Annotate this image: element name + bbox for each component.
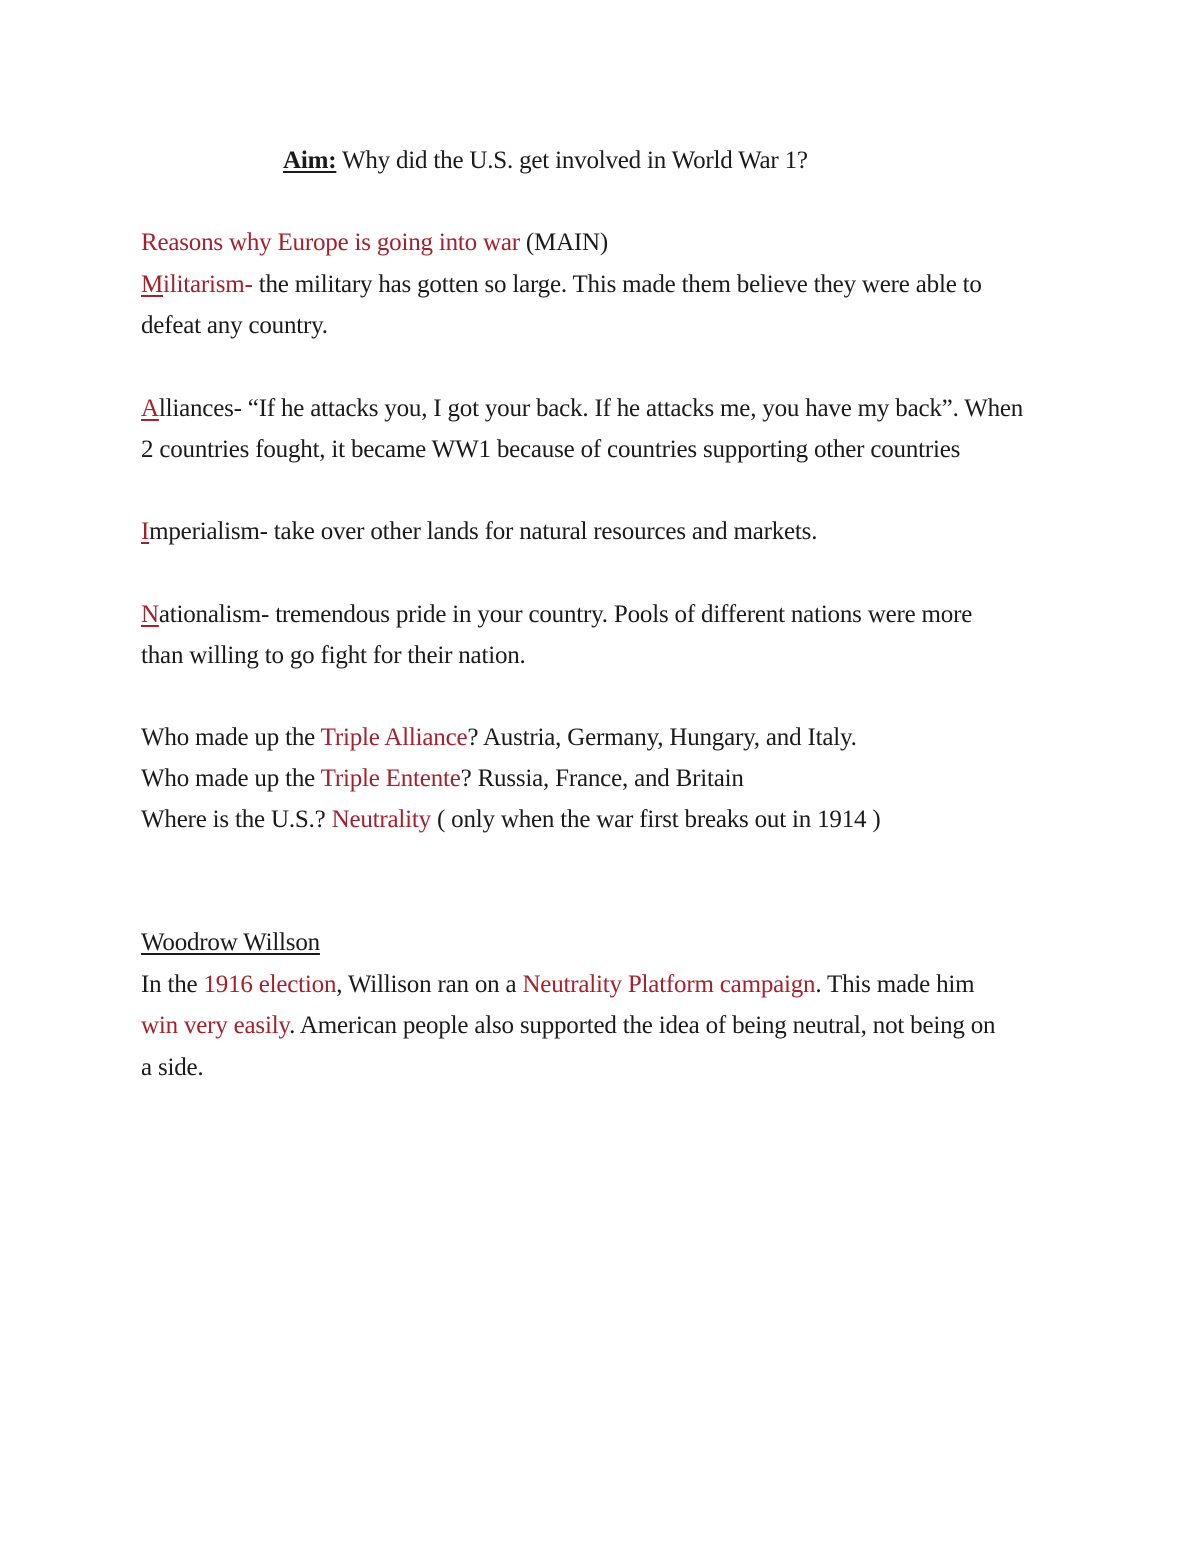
aim-line (283, 140, 808, 181)
wilson-l1-e: . This made him (815, 971, 975, 998)
us-neutrality-prefix: Where is the U.S.? (141, 806, 332, 833)
alliances-word: lliances- (158, 395, 242, 422)
militarism-initial: M (141, 271, 164, 298)
nationalism-line-1 (141, 594, 972, 635)
triple-entente-term: Triple Entente (320, 765, 461, 792)
us-neutrality-answer: ( only when the war first breaks out in 1914 ) (430, 806, 881, 833)
nationalism-text-1: tremendous pride in your country. Pools of different nations were more (269, 601, 973, 628)
militarism-line-1 (141, 264, 982, 305)
nationalism-text-2: than willing to go fight for their nation. (141, 642, 526, 669)
us-neutrality-term: Neutrality (331, 806, 431, 833)
reasons-heading-line (141, 222, 608, 263)
aim-question: Why did the U.S. get involved in World War 1? (336, 147, 808, 174)
wilson-l1-a: In the (141, 971, 204, 998)
triple-alliance-answer: ? Austria, Germany, Hungary, and Italy. (467, 724, 857, 751)
alliances-initial: A (141, 395, 159, 422)
wilson-heading: Woodrow Willson (141, 929, 320, 956)
alliances-text-1: “If he attacks you, I got your back. If he attacks me, you have my back”. When (241, 395, 1024, 422)
alliances-line-1 (141, 388, 1023, 429)
reasons-heading: Reasons why Europe is going into war (141, 229, 520, 256)
imperialism-text-1: take over other lands for natural resources and markets. (267, 518, 818, 545)
triple-entente-answer: ? Russia, France, and Britain (460, 765, 744, 792)
alliances-line-2 (141, 429, 960, 470)
wilson-l3: a side. (141, 1054, 204, 1081)
wilson-l1-c: , Willison ran on a (336, 971, 523, 998)
wilson-neutrality-platform: Neutrality Platform campaign (522, 971, 816, 998)
triple-alliance-line (141, 717, 857, 758)
wilson-line-3 (141, 1047, 203, 1088)
wilson-line-1 (141, 964, 974, 1005)
wilson-l2-b: . American people also supported the idea of being neutral, not being on (289, 1012, 996, 1039)
triple-entente-line (141, 758, 744, 799)
nationalism-word: ationalism- (158, 601, 270, 628)
triple-alliance-term: Triple Alliance (320, 724, 468, 751)
militarism-word: ilitarism- (163, 271, 253, 298)
wilson-heading-line (141, 922, 320, 963)
nationalism-line-2 (141, 635, 526, 676)
wilson-1916-election: 1916 election (203, 971, 337, 998)
us-neutrality-line (141, 799, 880, 840)
militarism-text-1: the military has gotten so large. This made them believe they were able to (252, 271, 982, 298)
militarism-line-2 (141, 305, 328, 346)
alliances-text-2: 2 countries fought, it became WW1 because of countries supporting other countries (141, 436, 961, 463)
imperialism-word: mperialism- (149, 518, 268, 545)
triple-alliance-prefix: Who made up the (141, 724, 321, 751)
imperialism-line (141, 511, 817, 552)
wilson-line-2 (141, 1005, 995, 1046)
nationalism-initial: N (141, 601, 159, 628)
wilson-win-easily: win very easily (141, 1012, 290, 1039)
aim-label: Aim: (283, 147, 337, 174)
triple-entente-prefix: Who made up the (141, 765, 321, 792)
imperialism-initial: I (141, 518, 150, 545)
reasons-heading-suffix: (MAIN) (519, 229, 609, 256)
militarism-text-2: defeat any country. (141, 312, 328, 339)
